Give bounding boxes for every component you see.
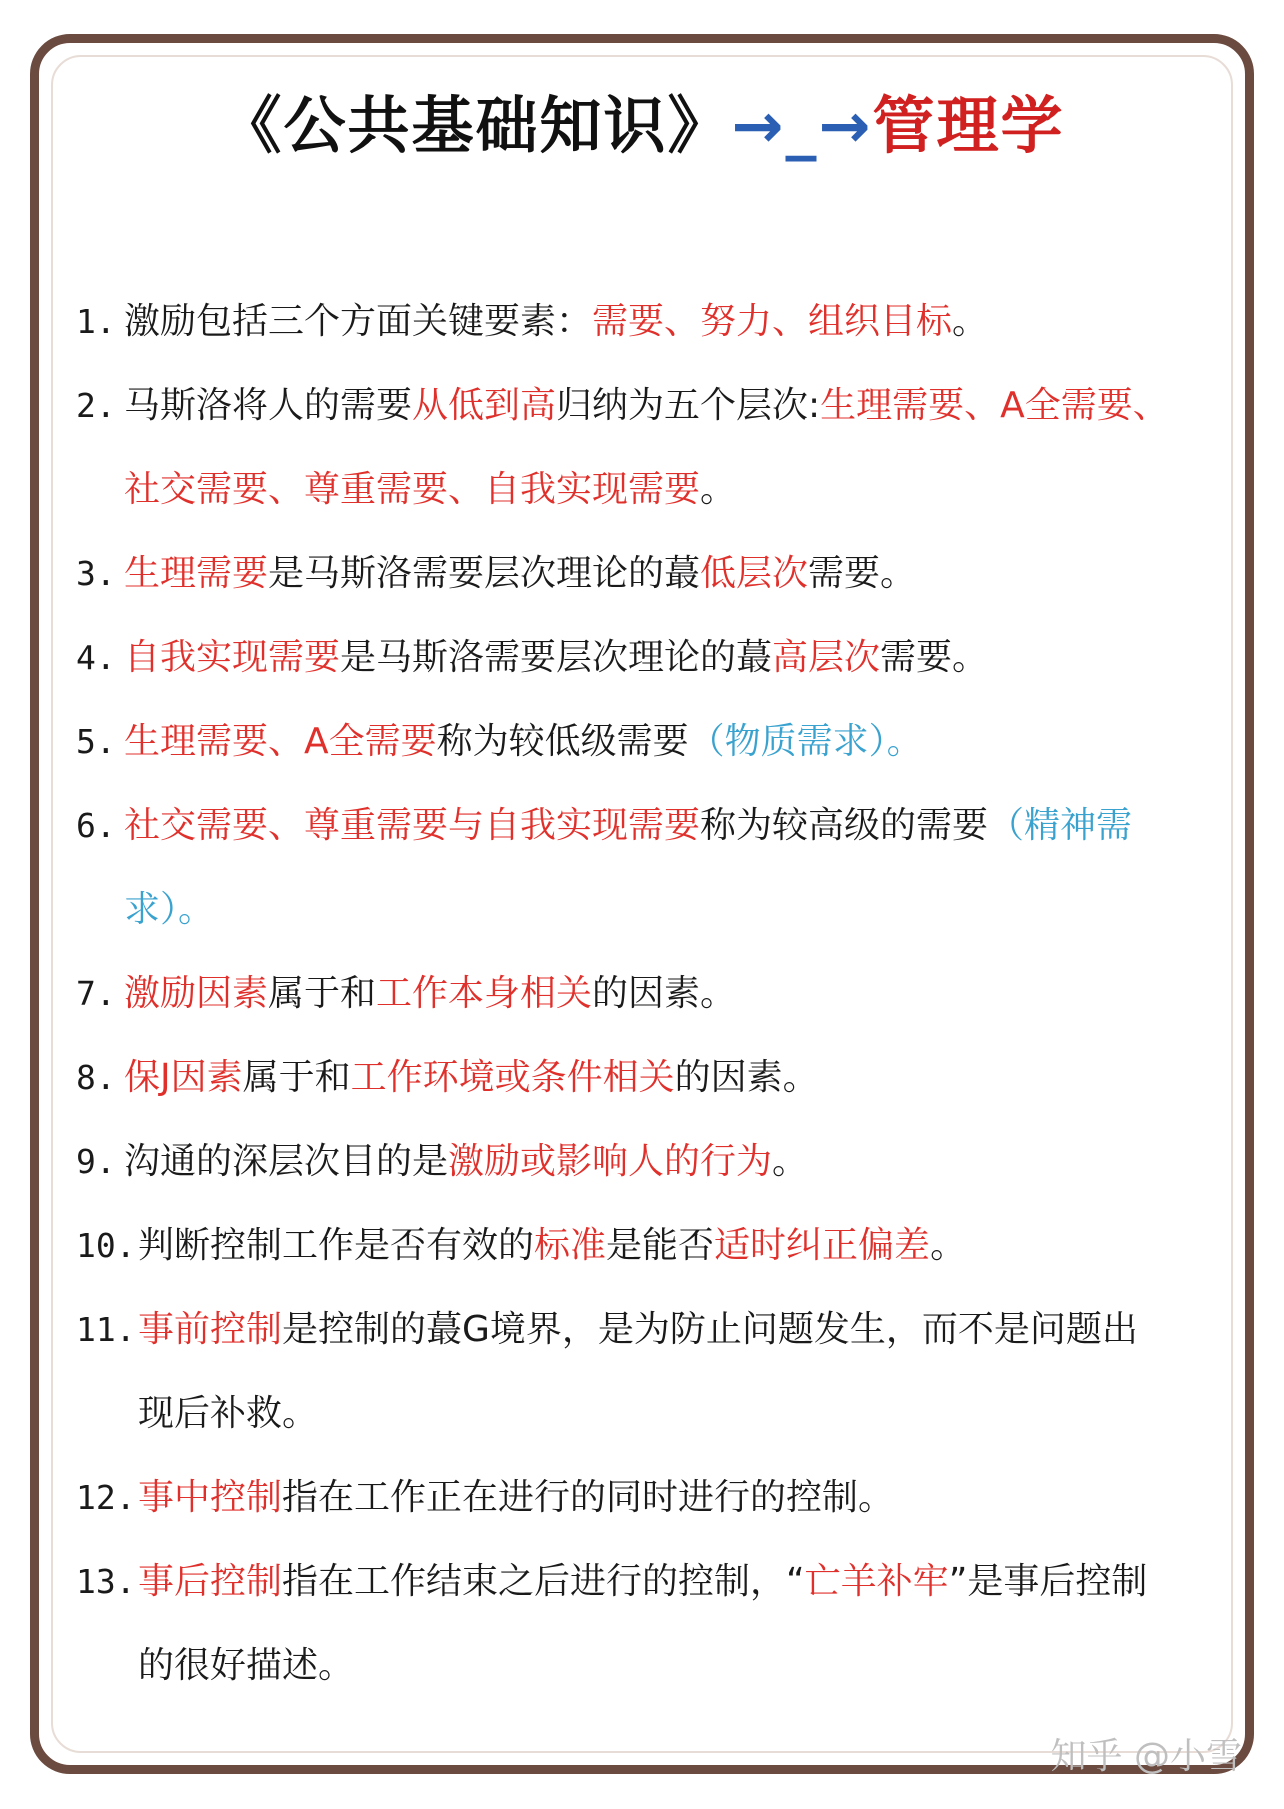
highlight-blue: （精神需 [988,805,1133,846]
list-item-text [124,301,988,342]
list-item-text [124,721,923,762]
list-item [76,532,1206,616]
watermark: 知乎 @小雪 [1050,1736,1242,1777]
highlight-blue: （物质需求）。 [688,721,923,762]
text-segment: 的因素。 [592,973,737,1014]
text-segment: 指在工作正在进行的同时进行的控制。 [282,1477,895,1518]
highlight-red: 低层次 [700,553,809,594]
text-segment: 是马斯洛需要层次理论的蕞 [268,553,701,594]
list-item-text [124,385,1169,510]
text-segment: 现后补救。 [138,1393,319,1434]
list-item [76,784,1206,952]
text-segment: 马斯洛将人的需要 [124,385,413,426]
highlight-red: 自我实现需要 [124,637,341,678]
text-segment: 沟通的深层次目的是 [124,1141,449,1182]
list-item [76,1456,1206,1540]
list-item-text [138,1561,1147,1686]
highlight-red: 激励因素 [124,973,269,1014]
list-item-number: 9. [76,1142,116,1181]
list-item-text [124,1141,808,1182]
highlight-blue: 求）。 [124,889,215,930]
text-segment: 激励包括三个方面关键要素： [124,301,593,342]
highlight-red: 事后控制 [138,1561,283,1602]
list-item-number: 5. [76,722,116,761]
text-segment: 属于和 [268,973,377,1014]
list-item-number: 12. [76,1478,136,1517]
text-segment: 是能否 [606,1225,715,1266]
title-subject: 管理学 [872,89,1065,162]
list-item [76,1288,1206,1456]
list-item-number: 8. [76,1058,116,1097]
text-segment: 需要。 [808,553,917,594]
list-item [76,1204,1206,1288]
highlight-red: 适时纠正偏差 [714,1225,931,1266]
text-segment: 。 [700,469,737,510]
text-segment: 指在工作结束之后进行的控制，“ [282,1561,805,1602]
list-item-number: 1. [76,302,116,341]
highlight-red: 社交需要、尊重需要、自我实现需要 [124,469,701,510]
highlight-red: 亡羊补牢 [804,1561,949,1602]
list-item-number: 2. [76,386,116,425]
list-item-number: 7. [76,974,116,1013]
list-item-text [124,973,736,1014]
text-segment: 是控制的蕞G境界，是为防止问题发生，而不是问题出 [282,1309,1138,1350]
text-segment: 的因素。 [674,1057,819,1098]
list-item-text [124,1057,819,1098]
title-main: 《公共基础知识》 [219,89,732,162]
text-segment: 。 [952,301,989,342]
list-item-text [124,553,916,594]
highlight-red: 标准 [534,1225,607,1266]
highlight-red: 工作环境或条件相关 [350,1057,675,1098]
list-item-number: 6. [76,806,116,845]
list-item [76,364,1206,532]
highlight-red: 事中控制 [138,1477,283,1518]
list-item-text [138,1309,1138,1434]
list-item [76,280,1206,364]
knowledge-list [76,280,1206,1708]
list-item [76,1120,1206,1204]
text-segment: 。 [930,1225,967,1266]
text-segment: 的很好描述。 [138,1645,355,1686]
list-item [76,616,1206,700]
highlight-red: 从低到高 [412,385,557,426]
text-segment: 。 [772,1141,809,1182]
text-segment: 称为较低级需要 [436,721,689,762]
list-item-number: 11. [76,1310,136,1349]
list-item-text [124,637,988,678]
text-segment: 属于和 [242,1057,351,1098]
list-item-text [138,1477,894,1518]
title-arrow: →_→ [731,89,873,162]
list-item-number: 4. [76,638,116,677]
text-segment: 判断控制工作是否有效的 [138,1225,535,1266]
list-item [76,1540,1206,1708]
text-segment: 归纳为五个层次: [556,385,821,426]
highlight-red: 社交需要、尊重需要与自我实现需要 [124,805,701,846]
highlight-red: 工作本身相关 [376,973,593,1014]
list-item-number: 13. [76,1562,136,1601]
highlight-red: 激励或影响人的行为 [448,1141,773,1182]
list-item [76,1036,1206,1120]
highlight-red: 事前控制 [138,1309,283,1350]
list-item-text [138,1225,966,1266]
highlight-red: 生理需要、A全需要、 [820,385,1169,426]
text-segment: 称为较高级的需要 [700,805,989,846]
list-item [76,700,1206,784]
list-item-number: 3. [76,554,116,593]
text-segment: 是马斯洛需要层次理论的蕞 [340,637,773,678]
list-item-text [124,805,1132,930]
text-segment: 需要。 [880,637,989,678]
list-item-number: 10. [76,1226,136,1265]
text-segment: ”是事后控制 [948,1561,1148,1602]
list-item [76,952,1206,1036]
page-title [0,76,1284,165]
highlight-red: 生理需要、A全需要 [124,721,437,762]
highlight-red: 高层次 [772,637,881,678]
highlight-red: 保J因素 [124,1057,243,1098]
highlight-red: 生理需要 [124,553,269,594]
highlight-red: 需要、努力、组织目标 [592,301,953,342]
